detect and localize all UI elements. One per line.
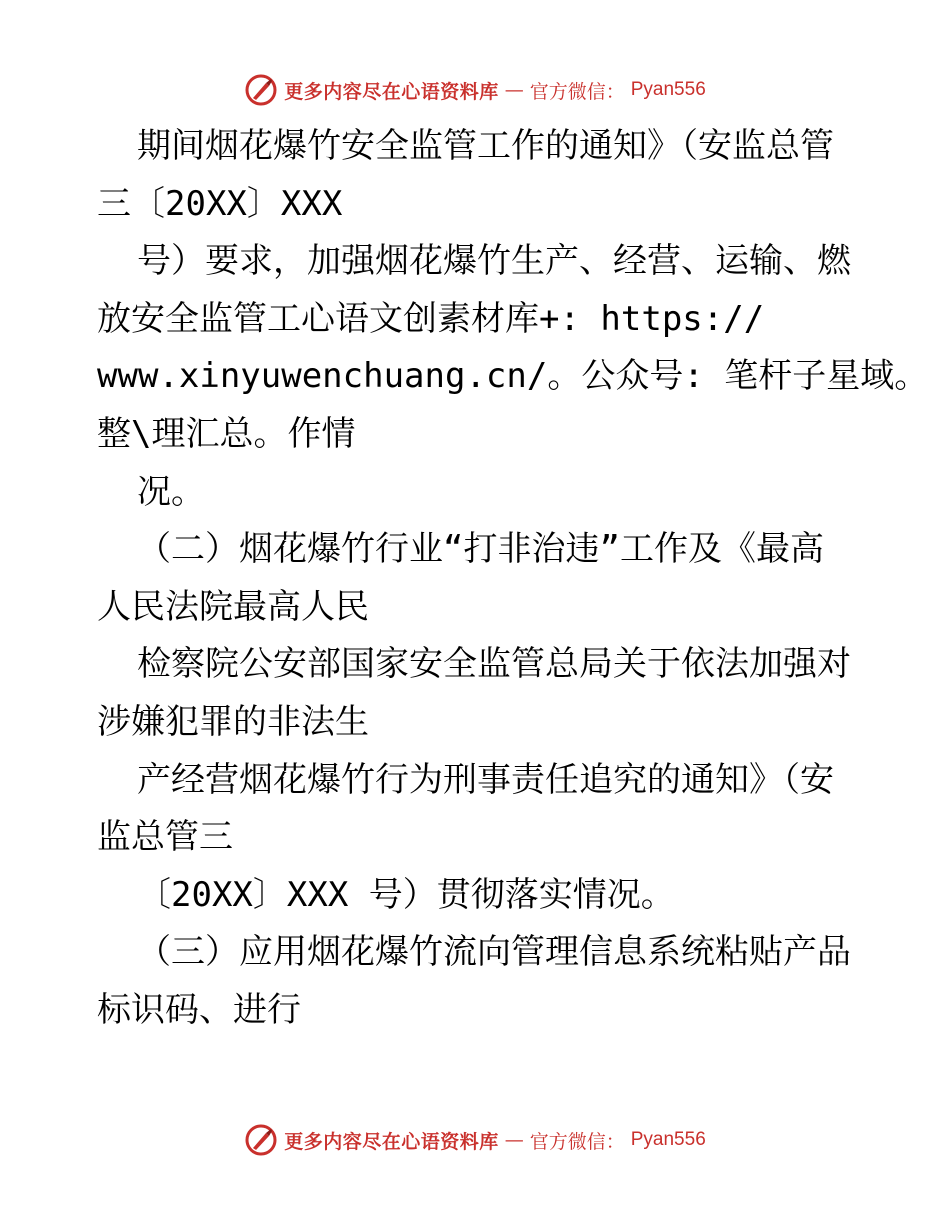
footer-banner xyxy=(0,1120,950,1160)
banner-wechat-id: Pyan556 xyxy=(630,1129,706,1150)
banner-separator: — xyxy=(504,1129,524,1151)
text-line: 整\理汇总。作情 xyxy=(97,413,356,454)
text-line: 人民法院最高人民 xyxy=(97,586,369,627)
text-line: （三）应用烟花爆竹流向管理信息系统粘贴产品 xyxy=(137,932,851,973)
text-line: 产经营烟花爆竹行为刑事责任追究的通知》（安 xyxy=(137,759,834,800)
quill-pen-circle-icon xyxy=(244,1123,278,1157)
banner-wechat-label: 官方微信： xyxy=(529,1130,625,1153)
text-line: 期间烟花爆竹安全监管工作的通知》（安监总管 xyxy=(137,126,834,166)
banner-wechat-id: Pyan556 xyxy=(630,79,706,100)
document-body xyxy=(97,118,929,1040)
text-line: 况。 xyxy=(137,471,205,512)
quill-pen-circle-icon xyxy=(244,73,278,107)
banner-main-text: 更多内容尽在心语资料库 xyxy=(284,80,499,103)
banner-separator: — xyxy=(504,79,524,101)
text-line: 检察院公安部国家安全监管总局关于依法加强对 xyxy=(137,644,851,685)
banner-main-text: 更多内容尽在心语资料库 xyxy=(284,1130,499,1153)
text-line: （二）烟花爆竹行业“打非治违”工作及《最高 xyxy=(137,529,824,570)
text-line: 放安全监管工心语文创素材库+: https:// xyxy=(97,298,765,339)
text-line: 监总管三 xyxy=(97,817,233,858)
text-line: www.xinyuwenchuang.cn/。公众号: 笔杆子星域。 xyxy=(97,356,929,397)
banner-wechat-label: 官方微信： xyxy=(529,80,625,103)
text-line: 号）要求，加强烟花爆竹生产、经营、运输、燃 xyxy=(137,241,851,282)
text-line: 〔20XX〕XXX 号）贯彻落实情况。 xyxy=(137,874,675,915)
text-line: 涉嫌犯罪的非法生 xyxy=(97,701,369,742)
header-banner xyxy=(0,70,950,110)
text-line: 标识码、进行 xyxy=(97,989,301,1030)
text-line: 三〔20XX〕XXX xyxy=(97,183,343,224)
